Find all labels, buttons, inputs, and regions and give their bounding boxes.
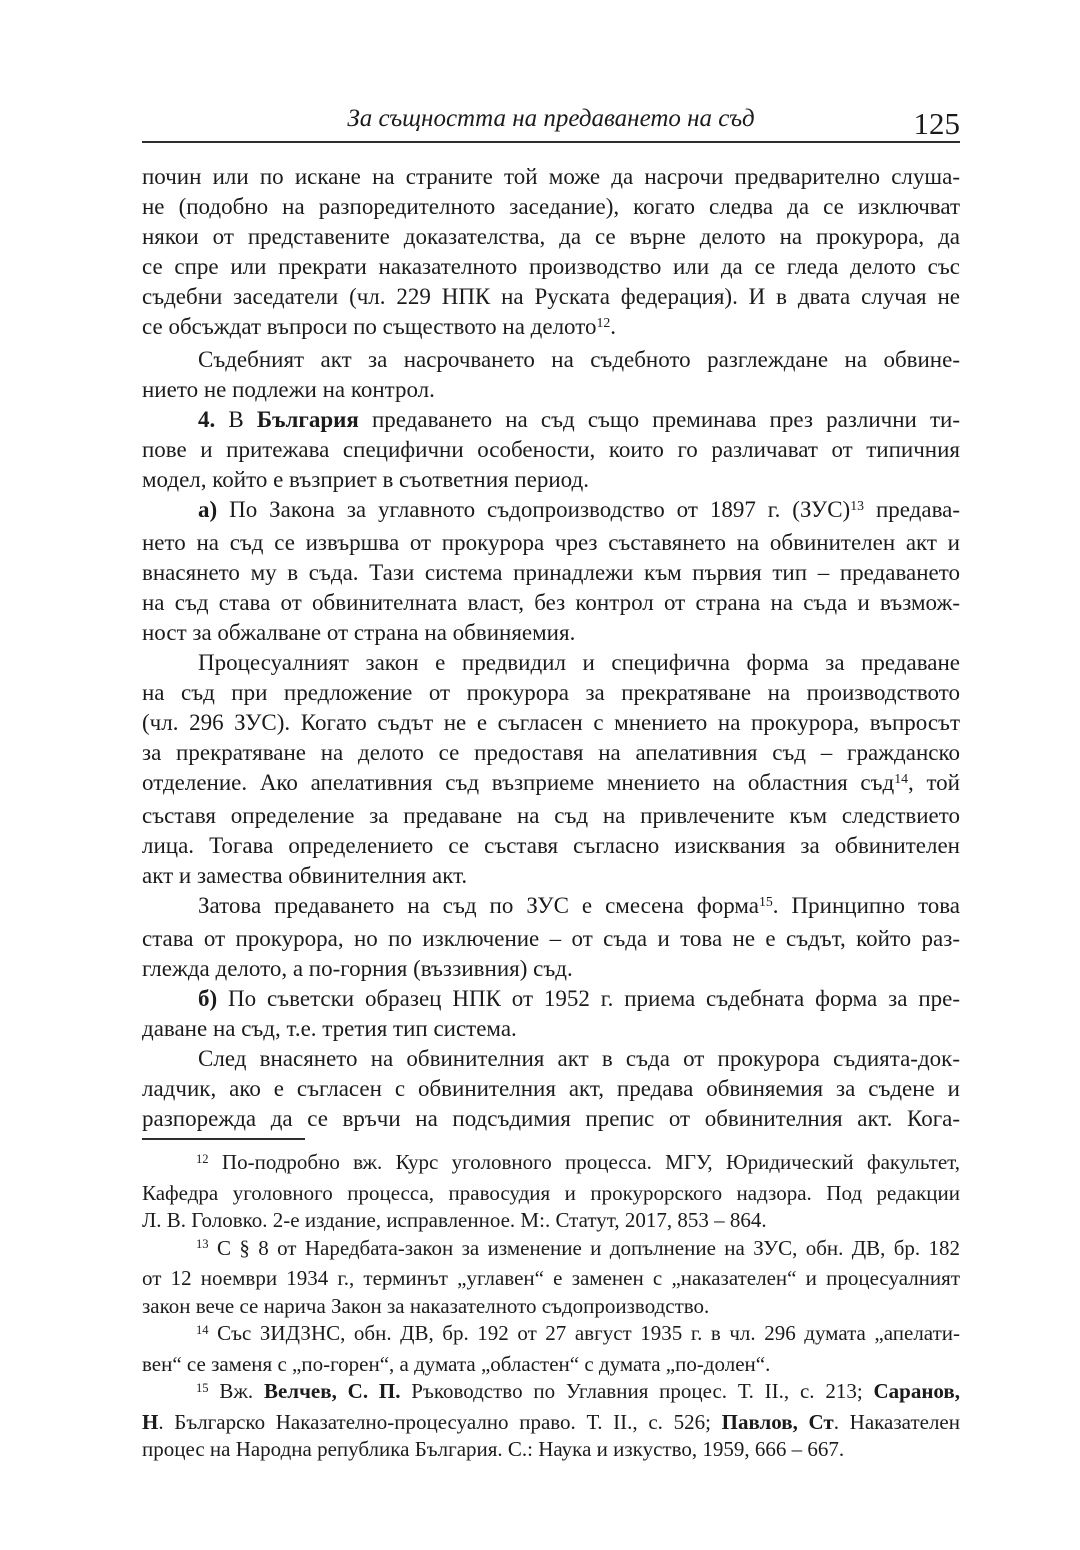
footnote-marker: 15 [759,894,773,910]
text-segment: акт и замества обвинителния акт. [142,863,468,888]
text-segment: Кафедра уголовного процесса, правосудия и прокурорского надзора. Под редакции [142,1180,960,1205]
text-line [142,435,960,465]
footnote [142,1378,960,1464]
text-segment: вен“ се заменя с „по-горен“, а думата „областен“ с думата „по-долен“. [142,1351,771,1376]
text-segment: Л. В. Головко. 2-е издание, исправленное. М:. Статут, 2017, 853 – 864. [142,1208,767,1232]
text-segment: модел, който е възприет в съответния период. [142,467,589,492]
text-line [142,708,960,738]
paragraph [142,1044,960,1134]
text-segment: закон вече се нарича Закон за наказателното съдопроизводство. [142,1293,710,1318]
text-line [142,1014,960,1044]
text-segment: С § 8 от Наредбата-закон за изменение и допълнение на ЗУС, обн. ДВ, бр. 182 [208,1235,960,1260]
text-segment: от 12 ноември 1934 г., терминът „углавен“ е заменен с „наказателен“ и процесуалният [142,1266,960,1290]
text-segment: нето на съд се извършва от прокурора чрез съставянето на обвинителен акт и [142,530,960,555]
text-line [142,1436,960,1464]
text-line [142,1235,960,1266]
text-segment: Със ЗИДЗНС, обн. ДВ, бр. 192 от 27 август 1935 г. в чл. 296 думата „апелати- [208,1321,960,1345]
text-segment: Саранов, [873,1379,960,1403]
footnote-marker: 12 [596,315,611,331]
paragraph [142,984,960,1044]
text-segment: а) [198,497,218,522]
text-line [142,891,960,924]
running-title: За същността на предаването на съд [347,105,755,132]
paragraph [142,345,960,405]
text-segment: Процесуалният закон е предвидил и специфична форма за предаване [198,650,960,675]
text-segment: на съд става от обвинителната власт, без контрол от страна на съда и възмож- [142,590,960,615]
text-segment: . Принципно това [772,893,960,918]
text-segment: даване на съд, т.е. третия тип система. [142,1016,517,1041]
text-segment: глежда делото, а по-горния (въззивния) съд. [142,956,573,981]
text-line [142,618,960,648]
text-segment: Съдебният акт за насрочването на съдебното разглеждане на обвине- [198,347,960,372]
text-segment: не (подобно на разпоредителното заседание), когато следва да се изключват [142,194,960,219]
text-line [142,558,960,588]
text-segment: става от прокурора, но по изключение – от съда и това не е съдът, който раз- [142,926,960,951]
footnote-marker: 14 [196,1322,209,1337]
paragraph [142,495,960,648]
text-segment: предаването на съд също преминава през различни ти- [358,407,960,432]
footnote-marker: 13 [850,498,865,514]
text-segment: съставя определение за предаване на съд на привлечените към следствието [142,803,960,828]
text-line [142,312,960,345]
paragraph [142,648,960,891]
text-line [142,252,960,282]
text-segment: . [610,314,617,339]
text-segment: ладчик, ако е съгласен с обвинителния акт, предава обвиняемия за съдене и [142,1076,960,1101]
text-line [142,648,960,678]
text-segment: Ръководство по Углавния процес. Т. II., с. 213; [400,1379,874,1403]
text-segment: По-подробно вж. Курс уголовного процесса. МГУ, Юридический факультет, [208,1150,960,1174]
text-segment: . Българско Наказателно-процесуално право. Т. II., с. 526; [158,1409,722,1434]
text-line [142,831,960,861]
text-line [142,1320,960,1351]
text-line [142,678,960,708]
footnotes [142,1149,960,1464]
paragraph [142,162,960,345]
text-line [142,1293,960,1321]
text-line [142,375,960,405]
body-text [142,162,960,1134]
page-number: 125 [913,106,960,141]
text-segment: Велчев, С. П. [263,1379,401,1403]
text-line [142,1074,960,1104]
footnote-marker: 13 [196,1237,209,1252]
text-line [142,1044,960,1074]
text-segment: лица. Тогава определението се съставя съгласно изисквания за обвинителен [142,833,960,858]
text-segment: съдебни заседатели (чл. 229 НПК на Руската федерация). И в двата случая не [142,284,960,309]
text-line [142,1180,960,1208]
text-segment: някои от представените доказателства, да се върне делото на прокурора, да [142,224,960,249]
text-segment: Затова предаването на съд по ЗУС е смесена форма [198,893,759,918]
text-segment: процес на Народна република България. С.: Наука и изкуство, 1959, 666 – 667. [142,1437,845,1461]
text-line [142,1265,960,1293]
footnote [142,1235,960,1321]
text-segment: разпорежда да се връчи на подсъдимия препис от обвинителния акт. Кога- [142,1106,960,1131]
text-segment: (чл. 296 ЗУС). Когато съдът не е съгласен с мнението на прокурора, въпросът [142,710,960,735]
footnote-marker: 14 [894,771,908,787]
text-column [142,0,960,1464]
footnote-marker: 12 [196,1151,209,1166]
paragraph [142,405,960,495]
text-line [142,924,960,954]
text-line [142,588,960,618]
text-segment: предава- [864,497,960,522]
text-line [142,861,960,891]
text-line [142,1104,960,1134]
text-segment: Вж. [208,1379,264,1403]
text-segment: се обсъждат въпроси по съществото на делото [142,314,597,339]
text-segment: се спре или прекрати наказателното производство или да се гледа делото със [142,254,960,279]
text-segment: По Закона за углавното съдопроизводство от 1897 г. (ЗУС) [217,497,851,522]
text-segment: България [256,407,359,432]
text-segment: пове и притежава специфични особености, които го различават от типичния [142,437,960,462]
text-line [142,1409,960,1437]
text-line [142,345,960,375]
text-line [142,162,960,192]
text-segment: По съветски образец НПК от 1952 г. приема съдебната форма за пре- [217,986,960,1011]
text-line [142,1351,960,1379]
text-segment: . Наказателен [833,1409,960,1434]
text-line [142,768,960,801]
text-segment: б) [198,986,218,1011]
text-segment: 4. [198,407,216,432]
text-line [142,1378,960,1409]
text-line [142,465,960,495]
footnote-separator [142,1138,305,1140]
text-segment: на съд при предложение от прокурора за прекратяване на производството [142,680,960,705]
text-line [142,984,960,1014]
text-line [142,954,960,984]
text-segment: Павлов, Ст [721,1409,834,1434]
text-line [142,192,960,222]
text-line [142,405,960,435]
text-segment: Н [142,1409,159,1434]
text-line [142,528,960,558]
text-segment: След внасянето на обвинителния акт в съда от прокурора съдията-док- [198,1046,960,1071]
text-segment: , той [907,770,960,795]
text-segment: В [215,407,257,432]
text-line [142,738,960,768]
footnote [142,1320,960,1378]
paragraph [142,891,960,984]
text-line [142,1207,960,1235]
page-header [142,104,960,143]
text-segment: отделение. Ако апелативния съд възприеме мнението на областния съд [142,770,895,795]
text-segment: внасянето му в съда. Тази система принадлежи към първия тип – предаването [142,560,960,585]
text-segment: ност за обжалване от страна на обвиняемия. [142,620,576,645]
text-line [142,1149,960,1180]
text-line [142,282,960,312]
text-segment: почин или по искане на страните той може да насрочи предварително слуша- [142,164,960,189]
text-line [142,222,960,252]
text-line [142,495,960,528]
text-line [142,801,960,831]
footnote-marker: 15 [196,1380,209,1395]
text-segment: за прекратяване на делото се предоставя на апелативния съд – гражданско [142,740,960,765]
text-segment: нието не подлежи на контрол. [142,377,435,402]
footnote [142,1149,960,1235]
